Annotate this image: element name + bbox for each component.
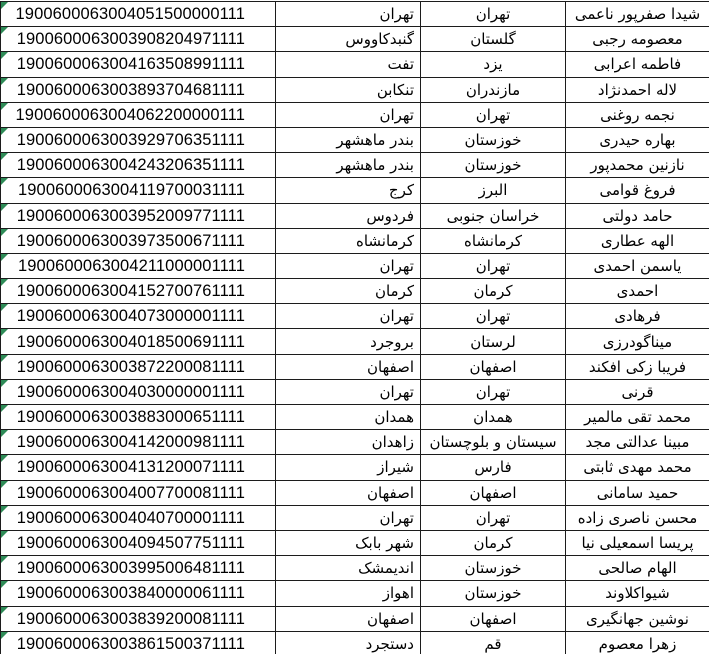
province-cell[interactable]: خراسان جنوبی bbox=[421, 203, 566, 228]
name-cell[interactable]: شیواکلاوند bbox=[566, 581, 709, 606]
name-cell[interactable]: فروغ قوامی bbox=[566, 178, 709, 203]
province-cell[interactable]: خوزستان bbox=[421, 153, 566, 178]
city-cell[interactable]: تنکابن bbox=[276, 77, 421, 102]
city-cell[interactable]: شهر بابک bbox=[276, 530, 421, 555]
name-cell[interactable]: محسن ناصری زاده bbox=[566, 505, 709, 530]
name-cell[interactable]: مبینا عدالتی مجد bbox=[566, 430, 709, 455]
name-cell[interactable]: بهاره حیدری bbox=[566, 127, 709, 152]
table-row bbox=[1, 2, 709, 27]
table-row bbox=[1, 102, 709, 127]
table-row bbox=[1, 253, 709, 278]
province-cell[interactable]: کرمان bbox=[421, 530, 566, 555]
province-cell[interactable]: کرمانشاه bbox=[421, 228, 566, 253]
code-cell[interactable]: 1900600063004119700031111 bbox=[1, 178, 276, 203]
name-cell[interactable]: زهرا معصوم bbox=[566, 631, 709, 654]
code-cell[interactable]: 1900600063004062200000111 bbox=[1, 102, 276, 127]
name-cell[interactable]: فرهادی bbox=[566, 304, 709, 329]
province-cell[interactable]: تهران bbox=[421, 505, 566, 530]
city-cell[interactable]: زاهدان bbox=[276, 430, 421, 455]
city-cell[interactable]: تهران bbox=[276, 102, 421, 127]
city-cell[interactable]: گنبدکاووس bbox=[276, 27, 421, 52]
code-cell[interactable]: 1900600063003995006481111 bbox=[1, 556, 276, 581]
table-row bbox=[1, 581, 709, 606]
city-cell[interactable]: اصفهان bbox=[276, 480, 421, 505]
table-row bbox=[1, 530, 709, 555]
city-cell[interactable]: کرج bbox=[276, 178, 421, 203]
city-cell[interactable]: فردوس bbox=[276, 203, 421, 228]
table-row bbox=[1, 304, 709, 329]
table-row bbox=[1, 405, 709, 430]
table-row bbox=[1, 279, 709, 304]
name-cell[interactable]: معصومه رجبی bbox=[566, 27, 709, 52]
table-row bbox=[1, 606, 709, 631]
province-cell[interactable]: اصفهان bbox=[421, 606, 566, 631]
city-cell[interactable]: تهران bbox=[276, 253, 421, 278]
code-cell[interactable]: 1900600063004007700081111 bbox=[1, 480, 276, 505]
city-cell[interactable]: تهران bbox=[276, 2, 421, 27]
province-cell[interactable]: سیستان و بلوچستان bbox=[421, 430, 566, 455]
city-cell[interactable]: بروجرد bbox=[276, 329, 421, 354]
name-cell[interactable]: محمد مهدی ثابتی bbox=[566, 455, 709, 480]
province-cell[interactable]: خوزستان bbox=[421, 127, 566, 152]
table-row bbox=[1, 77, 709, 102]
code-cell[interactable]: 1900600063004051500000111 bbox=[1, 2, 276, 27]
table-row bbox=[1, 480, 709, 505]
city-cell[interactable]: شیراز bbox=[276, 455, 421, 480]
code-cell[interactable]: 1900600063004243206351111 bbox=[1, 153, 276, 178]
city-cell[interactable]: تهران bbox=[276, 379, 421, 404]
table-body bbox=[1, 2, 709, 654]
province-cell[interactable]: تهران bbox=[421, 253, 566, 278]
table-row bbox=[1, 127, 709, 152]
city-cell[interactable]: همدان bbox=[276, 405, 421, 430]
province-cell[interactable]: تهران bbox=[421, 304, 566, 329]
name-cell[interactable]: الهام صالحی bbox=[566, 556, 709, 581]
name-cell[interactable]: یاسمن احمدی bbox=[566, 253, 709, 278]
city-cell[interactable]: تفت bbox=[276, 52, 421, 77]
name-cell[interactable]: احمدی bbox=[566, 279, 709, 304]
province-cell[interactable]: اصفهان bbox=[421, 480, 566, 505]
province-cell[interactable]: تهران bbox=[421, 2, 566, 27]
province-cell[interactable]: کرمان bbox=[421, 279, 566, 304]
code-cell[interactable]: 1900600063004094507751111 bbox=[1, 530, 276, 555]
code-cell[interactable]: 1900600063003840000061111 bbox=[1, 581, 276, 606]
city-cell[interactable]: کرمانشاه bbox=[276, 228, 421, 253]
name-cell[interactable]: نجمه روغنی bbox=[566, 102, 709, 127]
table-row bbox=[1, 203, 709, 228]
name-cell[interactable]: فاطمه اعرابی bbox=[566, 52, 709, 77]
code-cell[interactable]: 1900600063004211000001111 bbox=[1, 253, 276, 278]
code-cell[interactable]: 1900600063003839200081111 bbox=[1, 606, 276, 631]
table-row bbox=[1, 329, 709, 354]
province-cell[interactable]: خوزستان bbox=[421, 556, 566, 581]
table-row bbox=[1, 379, 709, 404]
table-row bbox=[1, 178, 709, 203]
table-row bbox=[1, 556, 709, 581]
code-cell[interactable]: 1900600063004131200071111 bbox=[1, 455, 276, 480]
city-cell[interactable]: تهران bbox=[276, 304, 421, 329]
code-cell[interactable]: 1900600063003929706351111 bbox=[1, 127, 276, 152]
code-cell[interactable]: 1900600063004018500691111 bbox=[1, 329, 276, 354]
table-row bbox=[1, 505, 709, 530]
table-row bbox=[1, 27, 709, 52]
city-cell[interactable]: کرمان bbox=[276, 279, 421, 304]
name-cell[interactable]: حمید سامانی bbox=[566, 480, 709, 505]
province-cell[interactable]: تهران bbox=[421, 379, 566, 404]
data-table bbox=[0, 1, 709, 654]
code-cell[interactable]: 1900600063003952009771111 bbox=[1, 203, 276, 228]
name-cell[interactable]: لاله احمدنژاد bbox=[566, 77, 709, 102]
province-cell[interactable]: همدان bbox=[421, 405, 566, 430]
city-cell[interactable]: اندیمشک bbox=[276, 556, 421, 581]
city-cell[interactable]: اهواز bbox=[276, 581, 421, 606]
city-cell[interactable]: بندر ماهشهر bbox=[276, 127, 421, 152]
name-cell[interactable]: شیدا صفرپور ناعمی bbox=[566, 2, 709, 27]
code-cell[interactable]: 1900600063003872200081111 bbox=[1, 354, 276, 379]
table-row bbox=[1, 631, 709, 654]
province-cell[interactable]: مازندران bbox=[421, 77, 566, 102]
city-cell[interactable]: اصفهان bbox=[276, 606, 421, 631]
code-cell[interactable]: 1900600063004040700001111 bbox=[1, 505, 276, 530]
table-row bbox=[1, 354, 709, 379]
province-cell[interactable]: البرز bbox=[421, 178, 566, 203]
code-cell[interactable]: 1900600063004030000001111 bbox=[1, 379, 276, 404]
city-cell[interactable]: بندر ماهشهر bbox=[276, 153, 421, 178]
code-cell[interactable]: 1900600063003861500371111 bbox=[1, 631, 276, 654]
city-cell[interactable]: دستجرد bbox=[276, 631, 421, 654]
code-cell[interactable]: 1900600063004073000001111 bbox=[1, 304, 276, 329]
city-cell[interactable]: تهران bbox=[276, 505, 421, 530]
code-cell[interactable]: 1900600063004142000981111 bbox=[1, 430, 276, 455]
name-cell[interactable]: پریسا اسمعیلی نیا bbox=[566, 530, 709, 555]
province-cell[interactable]: یزد bbox=[421, 52, 566, 77]
name-cell[interactable]: حامد دولتی bbox=[566, 203, 709, 228]
code-cell[interactable]: 1900600063003908204971111 bbox=[1, 27, 276, 52]
name-cell[interactable]: قرنی bbox=[566, 379, 709, 404]
province-cell[interactable]: لرستان bbox=[421, 329, 566, 354]
province-cell[interactable]: گلستان bbox=[421, 27, 566, 52]
province-cell[interactable]: قم bbox=[421, 631, 566, 654]
code-cell[interactable]: 1900600063003973500671111 bbox=[1, 228, 276, 253]
name-cell[interactable]: نوشین جهانگیری bbox=[566, 606, 709, 631]
table-row bbox=[1, 153, 709, 178]
name-cell[interactable]: فریبا زکی افکند bbox=[566, 354, 709, 379]
table-row bbox=[1, 455, 709, 480]
city-cell[interactable]: اصفهان bbox=[276, 354, 421, 379]
province-cell[interactable]: فارس bbox=[421, 455, 566, 480]
name-cell[interactable]: میناگودرزی bbox=[566, 329, 709, 354]
code-cell[interactable]: 1900600063004152700761111 bbox=[1, 279, 276, 304]
province-cell[interactable]: خوزستان bbox=[421, 581, 566, 606]
province-cell[interactable]: تهران bbox=[421, 102, 566, 127]
name-cell[interactable]: الهه عطاری bbox=[566, 228, 709, 253]
code-cell[interactable]: 1900600063003883000651111 bbox=[1, 405, 276, 430]
code-cell[interactable]: 1900600063004163508991111 bbox=[1, 52, 276, 77]
table-row bbox=[1, 52, 709, 77]
province-cell[interactable]: اصفهان bbox=[421, 354, 566, 379]
code-cell[interactable]: 1900600063003893704681111 bbox=[1, 77, 276, 102]
table-row bbox=[1, 228, 709, 253]
name-cell[interactable]: محمد تقی مالمیر bbox=[566, 405, 709, 430]
name-cell[interactable]: نازنین محمدپور bbox=[566, 153, 709, 178]
table-row bbox=[1, 430, 709, 455]
